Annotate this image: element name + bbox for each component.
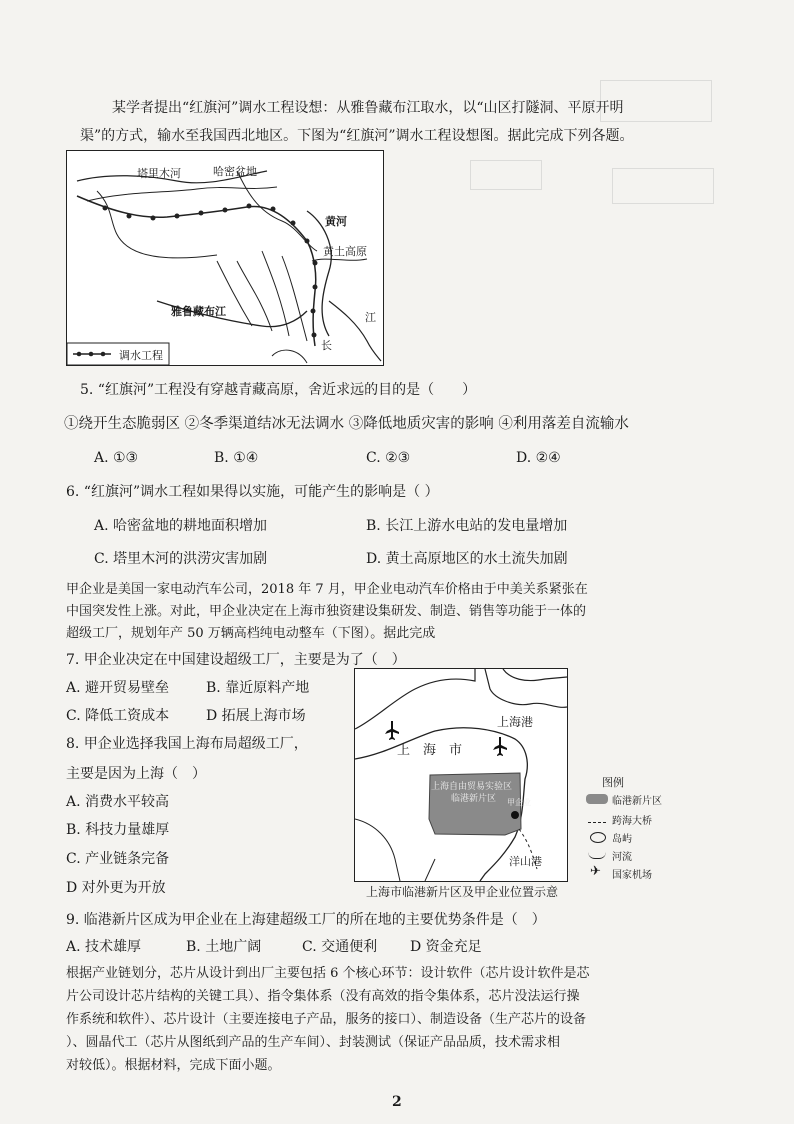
q5-option-c[interactable]: C. ②③ bbox=[366, 450, 411, 466]
airplane-icon: ✈ bbox=[590, 864, 601, 879]
q7-option-a[interactable]: A. 避开贸易壁垒 bbox=[66, 680, 170, 696]
q9-option-d[interactable]: D 资金充足 bbox=[410, 939, 482, 955]
label-lingang-zone-1: 上海自由贸易实验区 bbox=[431, 782, 513, 792]
q9-option-c[interactable]: C. 交通便利 bbox=[302, 939, 378, 955]
label-loess-plateau: 黄土高原 bbox=[323, 245, 367, 258]
legend-bridge-label: 跨海大桥 bbox=[612, 816, 652, 827]
intro-q7-line1: 甲企业是美国一家电动汽车公司，2018 年 7 月，甲企业电动汽车价格由于中美关系紧张在 bbox=[66, 582, 588, 597]
label-tarim-river: 塔里木河 bbox=[137, 167, 181, 180]
label-lingang-zone-2: 临港新片区 bbox=[451, 794, 497, 804]
q6-option-b[interactable]: B. 长江上游水电站的发电量增加 bbox=[366, 518, 568, 534]
legend-island-label: 岛屿 bbox=[612, 834, 632, 845]
intro-q5-line1: 某学者提出“红旗河”调水工程设想：从雅鲁藏布江取水，以“山区打隧洞、平原开明 bbox=[112, 100, 624, 116]
label-shanghai-port: 上海港 bbox=[497, 715, 534, 729]
red-flag-river-map bbox=[66, 150, 384, 366]
label-jiang: 江 bbox=[365, 311, 376, 324]
label-chang: 长 bbox=[321, 339, 332, 352]
q5-option-b[interactable]: B. ①④ bbox=[214, 450, 259, 466]
q8-option-c[interactable]: C. 产业链条完备 bbox=[66, 851, 170, 867]
label-yellow-river: 黄河 bbox=[325, 215, 347, 228]
intro-q5-line2: 渠”的方式，输水至我国西北地区。下图为“红旗河”调水工程设想图。据此完成下列各题。 bbox=[80, 128, 634, 144]
legend-bridge-swatch bbox=[588, 816, 606, 823]
q7-stem: 7. 甲企业决定在中国建设超级工厂，主要是为了（ ） bbox=[66, 652, 406, 668]
shanghai-lingang-map bbox=[354, 668, 568, 882]
map2-caption: 上海市临港新片区及甲企业位置示意 bbox=[366, 885, 559, 899]
label-yarlung-river: 雅鲁藏布江 bbox=[171, 305, 226, 318]
label-yangshan-port: 洋山港 bbox=[509, 855, 542, 868]
q9-option-b[interactable]: B. 土地广阔 bbox=[186, 939, 262, 955]
page-number: 2 bbox=[392, 1094, 402, 1110]
legend-river-label: 河流 bbox=[612, 852, 632, 863]
intro-chip-line2: 片公司设计芯片结构的关键工具）、指令集体系（没有高效的指令集体系，芯片没法运行操 bbox=[66, 989, 580, 1004]
q8-stem-line1: 8. 甲企业选择我国上海布局超级工厂， bbox=[66, 736, 308, 752]
legend-zone-label: 临港新片区 bbox=[612, 796, 662, 807]
legend-title: 图例 bbox=[602, 776, 624, 789]
q6-option-a[interactable]: A. 哈密盆地的耕地面积增加 bbox=[94, 518, 268, 534]
q6-option-d[interactable]: D. 黄土高原地区的水土流失加剧 bbox=[366, 551, 568, 567]
q7-option-b[interactable]: B. 靠近原料产地 bbox=[206, 680, 310, 696]
legend-water-project: 调水工程 bbox=[119, 349, 163, 362]
legend-river-swatch bbox=[588, 852, 606, 859]
label-company-jia: 甲企业 bbox=[507, 798, 531, 807]
intro-q7-line3: 超级工厂，规划年产 50 万辆高档纯电动整车（下图）。据此完成 bbox=[66, 626, 436, 641]
q7-option-c[interactable]: C. 降低工资成本 bbox=[66, 708, 170, 724]
q6-option-c[interactable]: C. 塔里木河的洪涝灾害加剧 bbox=[94, 551, 268, 567]
intro-chip-line1: 根据产业链划分，芯片从设计到出厂主要包括 6 个核心环节：设计软件（芯片设计软件是芯 bbox=[66, 966, 590, 981]
q8-option-d[interactable]: D 对外更为开放 bbox=[66, 880, 166, 896]
q5-stem: 5. “红旗河”工程没有穿越青藏高原，舍近求远的目的是（ ） bbox=[80, 382, 477, 398]
q9-stem: 9. 临港新片区成为甲企业在上海建超级工厂的所在地的主要优势条件是（ ） bbox=[66, 912, 546, 928]
q5-option-d[interactable]: D. ②④ bbox=[516, 450, 561, 466]
legend-zone-swatch bbox=[586, 794, 608, 804]
q8-option-b[interactable]: B. 科技力量雄厚 bbox=[66, 822, 170, 838]
q9-option-a[interactable]: A. 技术雄厚 bbox=[66, 939, 142, 955]
q7-option-d[interactable]: D 拓展上海市场 bbox=[206, 708, 306, 724]
legend-island-swatch bbox=[590, 832, 606, 843]
intro-chip-line4: ）、圆晶代工（芯片从图纸到产品的生产车间）、封装测试（保证产品品质，技术需求相 bbox=[66, 1035, 561, 1050]
q5-option-a[interactable]: A. ①③ bbox=[94, 450, 139, 466]
q5-statements: ①绕开生态脆弱区 ②冬季渠道结冰无法调水 ③降低地质灾害的影响 ④利用落差自流输水 bbox=[64, 416, 629, 432]
label-hami-basin: 哈密盆地 bbox=[213, 165, 257, 178]
q6-stem: 6. “红旗河”调水工程如果得以实施，可能产生的影响是（ ） bbox=[66, 484, 439, 500]
intro-q7-line2: 中国突发性上涨。对此，甲企业决定在上海市独资建设集研发、制造、销售等功能于一体的 bbox=[66, 604, 587, 619]
intro-chip-line3: 作系统和软件）、芯片设计（主要连接电子产品，服务的接口）、制造设备（生产芯片的设备 bbox=[66, 1012, 587, 1027]
legend-airport-label: 国家机场 bbox=[612, 870, 652, 881]
label-shanghai-city: 上 海 市 bbox=[397, 743, 463, 758]
bleed-through-box bbox=[470, 160, 542, 190]
q8-stem-line2: 主要是因为上海（ ） bbox=[66, 766, 206, 782]
map2-legend bbox=[586, 774, 666, 894]
bleed-through-box bbox=[612, 168, 714, 204]
intro-chip-line5: 对较低）。根据材料，完成下面小题。 bbox=[66, 1058, 281, 1073]
q8-option-a[interactable]: A. 消费水平较高 bbox=[66, 794, 170, 810]
